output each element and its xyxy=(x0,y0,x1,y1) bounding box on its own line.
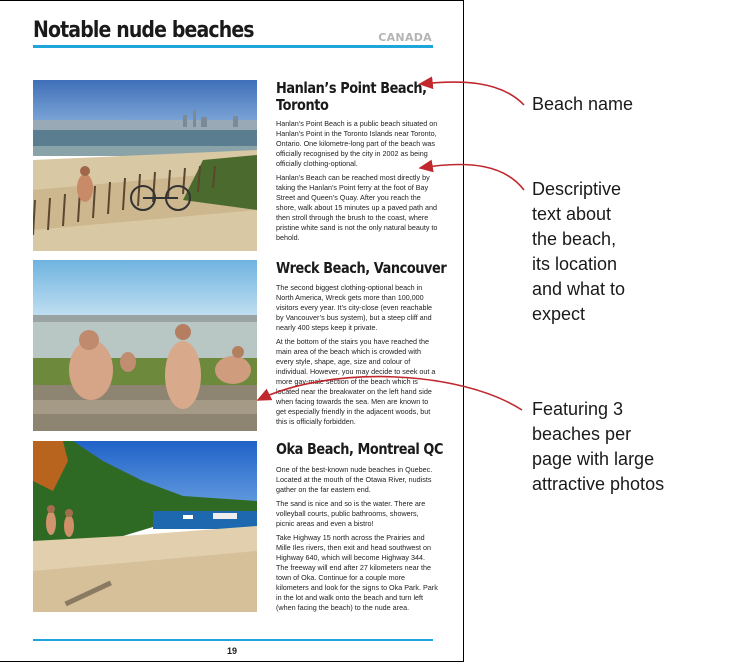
annotation-beach-name: Beach name xyxy=(532,94,634,114)
arrow-featuring xyxy=(258,377,522,410)
annotation-featuring: Featuring 3 beaches per page with large attractive photos xyxy=(532,399,665,494)
annotation-descriptive: Descriptive text about the beach, its location and what to expect xyxy=(532,179,626,324)
beach-name-hanlans: Hanlan’s Point Beach, Toronto xyxy=(276,79,427,114)
section-label: CANADA xyxy=(378,31,432,44)
arrow-beach-name xyxy=(420,82,524,105)
beach-description-hanlans: Hanlan’s Point Beach is a public beach situated on Hanlan’s Point in the Toronto Islands near Toronto, Ontario. One kilometre-long part of the beach was officially recognised by the city in 2002 as being officially clothing-optional. Hanlan’s Beach can be reached most directly by taking the Hanlan’s Point ferry at the foot of Bay Street and Queen’s Quay. After you reach the shore, walk about 15 minutes up a paved path and then stroll through the brush to the coast, where pristine white sand is not the only natural beauty to behold. xyxy=(276,119,438,242)
beach-description-wreck: The second biggest clothing-optional beach in North America, Wreck gets more than 100,000 visitors every year. It’s city-close (even reachable by Vancouver’s bus system), but a steep cliff and nearly 400 steps keep it private. At the bottom of the stairs you have reached the main area of the beach which is crowded with every style, shape, age, size and colour of individual. However, you may decide to seek out a more gay-male section of the beach which is located near the breakwater on the left hand side when facing towards the sea. Men are known to get especially friendly in the adjacent woods, but this is officially forbidden. xyxy=(276,283,436,426)
page-title: Notable nude beaches xyxy=(33,18,254,43)
beach-name-wreck: Wreck Beach, Vancouver xyxy=(276,259,447,277)
arrow-descriptive xyxy=(420,164,524,190)
page-number: 19 xyxy=(226,646,237,656)
beach-name-oka: Oka Beach, Montreal QC xyxy=(276,440,444,458)
beach-description-oka: One of the best-known nude beaches in Quebec. Located at the mouth of the Otawa River, nudists gather on the far eastern end. The sand is nice and so is the water. There are volleyball courts, public bathrooms, showers, picnic areas and even a bistro! Take Highway 15 north across the Prairies and Mille Iles rivers, then exit and head southwest on Highway 640, which will become Highway 344. The freeway will end after 27 kilometers near the town of Oka. Continue for a couple more kilometers and look for the signs to Oka Park. Park in the lot and walk onto the beach and turn left (when facing the beach) to the nude area. xyxy=(276,465,438,612)
